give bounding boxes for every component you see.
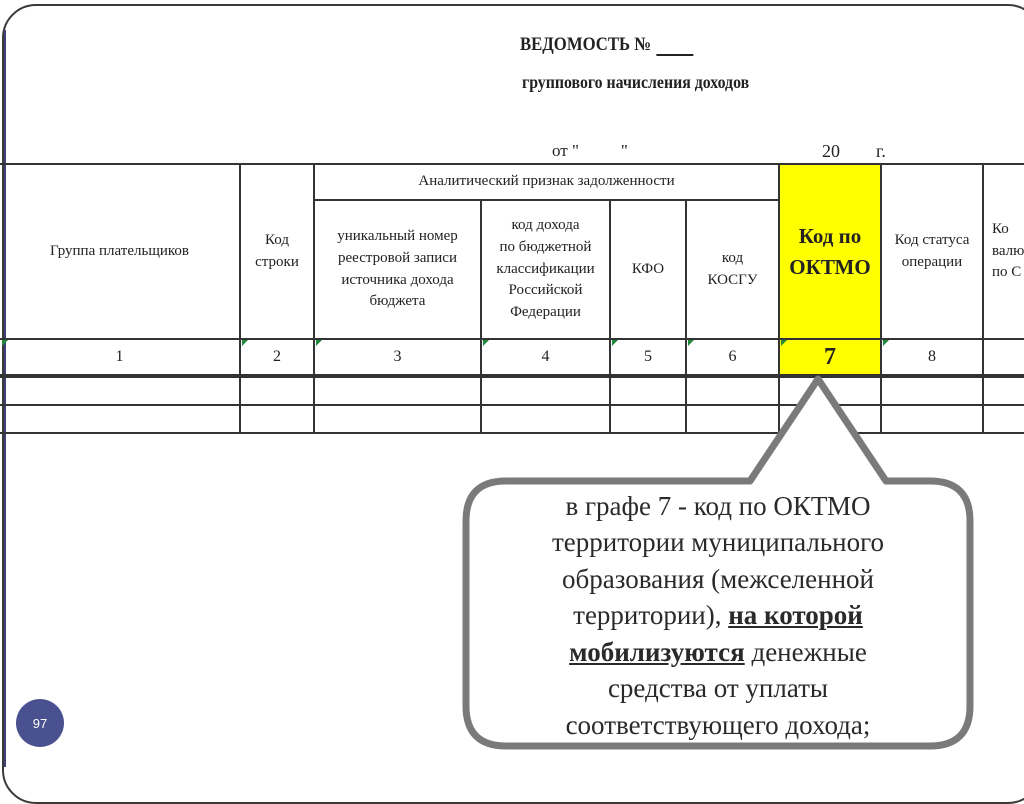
group-header-cell: Аналитический признак задолженности <box>418 173 675 190</box>
date-from: от " " <box>552 141 628 160</box>
header-cell-9-cut: Ко валю по С <box>992 220 1024 281</box>
document-subtitle: группового начисления доходов <box>522 72 750 92</box>
page-number-badge: 97 <box>16 699 64 747</box>
col-number-8: 8 <box>928 348 936 366</box>
header-cell-8: Код статуса операции <box>894 231 970 270</box>
header-cell-3: уникальный номер реестровой записи источника дохода бюджета <box>337 228 458 310</box>
col-number-1: 1 <box>115 348 124 366</box>
header-cell-5: КФО <box>631 260 665 277</box>
col-number-5: 5 <box>644 348 652 366</box>
header-cell-2: Код строки <box>255 231 299 270</box>
col-number-6: 6 <box>728 348 737 366</box>
header-cell-4: код дохода по бюджетной классификации Российской Федерации <box>496 217 595 321</box>
date-year: 20 г. <box>822 141 886 161</box>
col-number-4: 4 <box>541 348 550 366</box>
header-cell-1: Группа плательщиков <box>50 242 189 259</box>
col-number-2: 2 <box>273 348 281 366</box>
col-number-7-oktmo: 7 <box>824 343 836 370</box>
col-number-3: 3 <box>393 348 402 366</box>
header-cell-7-oktmo: Код по ОКТМО <box>789 224 871 279</box>
document-title: ВЕДОМОСТЬ № <box>520 34 784 56</box>
callout-text: в графе 7 - код по ОКТМО территории муниципального образования (межселенной территории), на которой мобилизуются денежные средства от уплаты соответствующего дохода; <box>551 491 884 740</box>
header-cell-6: код КОСГУ <box>707 249 758 288</box>
